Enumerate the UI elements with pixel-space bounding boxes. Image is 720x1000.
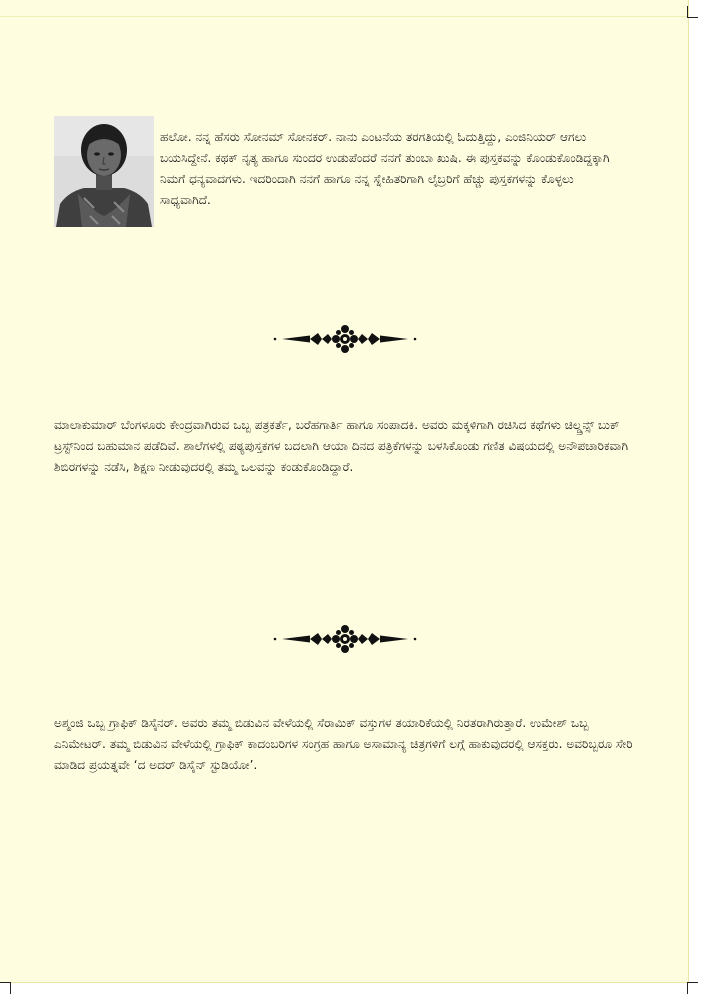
girl-portrait-photo	[54, 116, 154, 227]
crop-mark-bottom-left	[10, 982, 11, 994]
author-photo	[54, 116, 154, 227]
crop-mark-bottom-left	[0, 982, 11, 983]
fleuron-divider-icon	[270, 624, 420, 654]
intro-paragraph: ಹಲೋ. ನನ್ನ ಹೆಸರು ಸೋನಮ್ ಸೋನಕರ್. ನಾನು ಎಂಟನೆಯ ತರಗತಿಯಲ್ಲಿ ಓದುತ್ತಿದ್ದು, ಎಂಜಿನಿಯರ್ ಆಗಲು ಬಯಸಿದ್ದೇನೆ. ಕಥಕ್ ನೃತ್ಯ ಹಾಗೂ ಸುಂದರ ಉಡುಪೆಂದರೆ ನನಗೆ ತುಂಬಾ ಖುಷಿ. ಈ ಪುಸ್ತಕವನ್ನು ಕೊಂಡುಕೊಂಡಿದ್ದಕ್ಕಾಗಿ ನಿಮಗೆ ಧನ್ಯವಾದಗಳು. ಇದರಿಂದಾಗಿ ನನಗೆ ಹಾಗೂ ನನ್ನ ಸ್ನೇಹಿತರಿಗಾಗಿ ಲೈಬ್ರರಿಗೆ ಹೆಚ್ಚು ಪುಸ್ತಕಗಳನ್ನು ಕೊಳ್ಳಲು ಸಾಧ್ಯವಾಗಿದೆ.	[160, 130, 610, 207]
crop-mark-top-right	[687, 17, 698, 18]
illustrators-bio-paragraph: ಅಶ್ಮಂಜಿ ಒಬ್ಬ ಗ್ರಾಫಿಕ್ ಡಿಸೈನರ್. ಅವರು ತಮ್ಮ ಬಿಡುವಿನ ವೇಳೆಯಲ್ಲಿ ಸೆರಾಮಿಕ್ ವಸ್ತುಗಳ ತಯಾರಿಕೆಯಲ್ಲಿ ನಿರತರಾಗಿರುತ್ತಾರೆ. ಉಮೇಶ್ ಒಬ್ಬ ಎನಿಮೇಟರ್. ತಮ್ಮ ಬಿಡುವಿನ ವೇಳೆಯಲ್ಲಿ ಗ್ರಾಫಿಕ್ ಕಾದಂಬರಿಗಳ ಸಂಗ್ರಹ ಹಾಗೂ ಅಸಾಮಾನ್ಯ ಚಿತ್ರಗಳಿಗೆ ಲಗ್ಗೆ ಹಾಕುವುದರಲ್ಲಿ ಆಸಕ್ತರು. ಅವರಿಬ್ಬರೂ ಸೇರಿ ಮಾಡಿದ ಪ್ರಯತ್ನವೇ ‘ದ ಅದರ್ ಡಿಸೈನ್ ಸ್ಟುಡಿಯೋ’.	[54, 716, 633, 772]
section-divider-ornament	[270, 324, 420, 354]
page-top-rule	[0, 16, 688, 17]
crop-mark-bottom-right	[687, 982, 688, 994]
section-divider-ornament	[270, 624, 420, 654]
crop-mark-bottom-right	[687, 982, 698, 983]
author-bio-paragraph: ಮಾಲಾಕುಮಾರ್ ಬೆಂಗಳೂರು ಕೇಂದ್ರವಾಗಿರುವ ಒಬ್ಬ ಪತ್ರಕರ್ತೆ, ಬರೆಹಗಾರ್ತಿ ಹಾಗೂ ಸಂಪಾದಕಿ. ಅವರು ಮಕ್ಕಳಿಗಾಗಿ ರಚಿಸಿದ ಕಥೆಗಳು ಚಿಲ್ಡ್ರನ್ಸ್ ಬುಕ್ ಟ್ರಸ್ಟ್‌ನಿಂದ ಬಹುಮಾನ ಪಡೆದಿವೆ. ಶಾಲೆಗಳಲ್ಲಿ ಪಠ್ಯಪುಸ್ತಕಗಳ ಬದಲಾಗಿ ಆಯಾ ದಿನದ ಪತ್ರಿಕೆಗಳನ್ನು ಬಳಸಿಕೊಂಡು ಗಣಿತ ವಿಷಯದಲ್ಲಿ ಅನೌಪಚಾರಿಕವಾಗಿ ಶಿಬಿರಗಳನ್ನು ನಡೆಸಿ, ಶಿಕ್ಷಣ ನೀಡುವುದರಲ್ಲಿ ತಮ್ಮ ಒಲವನ್ನು ಕಂಡುಕೊಂಡಿದ್ದಾರೆ.	[54, 418, 629, 474]
fleuron-divider-icon	[270, 324, 420, 354]
